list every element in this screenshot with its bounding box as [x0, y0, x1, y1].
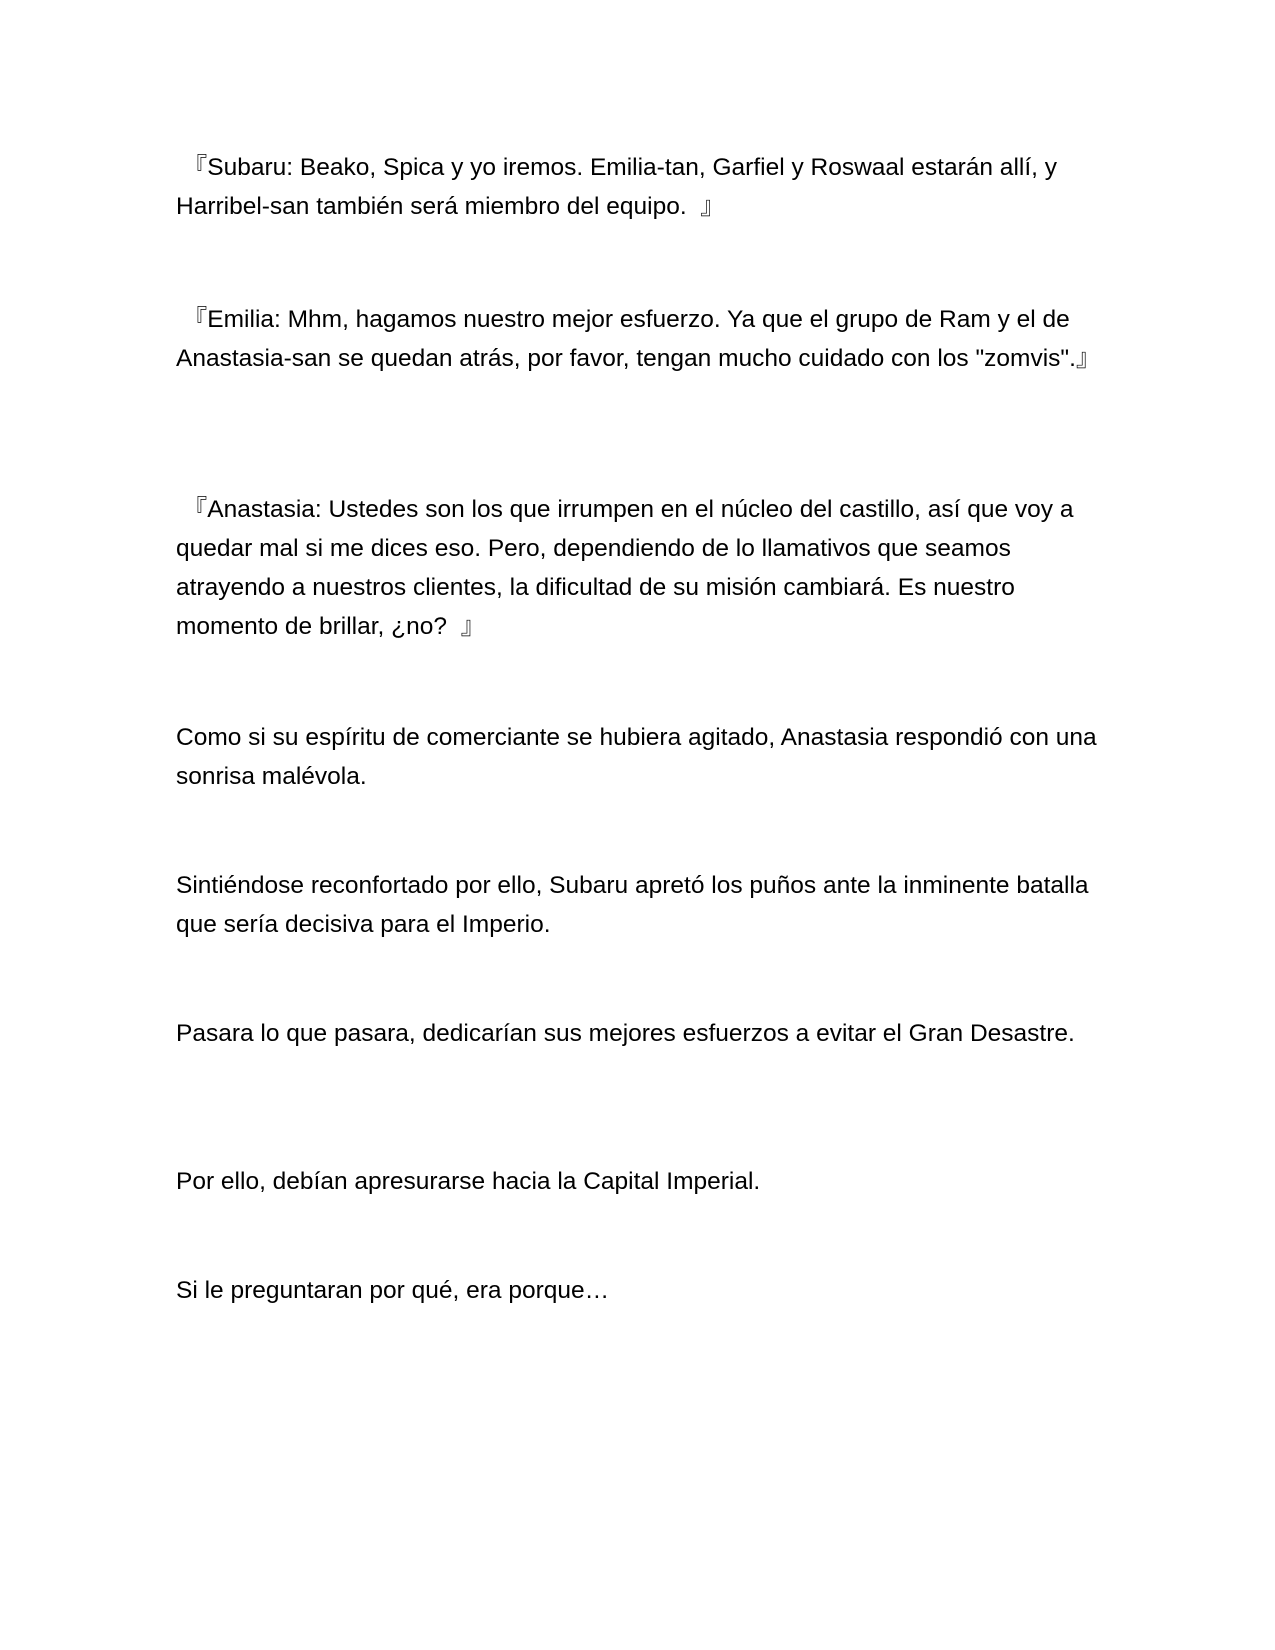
paragraph-narration-1: Como si su espíritu de comerciante se hubiera agitado, Anastasia respondió con una sonrisa malévola. [176, 724, 1097, 790]
paragraph-narration-3: Pasara lo que pasara, dedicarían sus mejores esfuerzos a evitar el Gran Desastre. [176, 1020, 1075, 1047]
paragraph-narration-5: Si le preguntaran por qué, era porque… [176, 1277, 610, 1304]
paragraph-emilia-dialogue: 『Emilia: Mhm, hagamos nuestro mejor esfuerzo. Ya que el grupo de Ram y el de Anastasia-san se quedan atrás, por favor, tengan mucho cuidado con los "zomvis".』 [176, 306, 1101, 372]
paragraph-subaru-dialogue: 『Subaru: Beako, Spica y yo iremos. Emilia-tan, Garfiel y Roswaal estarán allí, y Harribel-san también será miembro del equipo. 』 [176, 154, 1057, 220]
paragraph-anastasia-dialogue: 『Anastasia: Ustedes son los que irrumpen en el núcleo del castillo, así que voy a quedar mal si me dices eso. Pero, dependiendo de lo llamativos que seamos atrayendo a nuestros clientes, la dificultad de su misión cambiará. Es nuestro momento de brillar, ¿no? 』 [176, 496, 1074, 640]
paragraph-narration-2: Sintiéndose reconfortado por ello, Subaru apretó los puños ante la inminente batalla que sería decisiva para el Imperio. [176, 872, 1089, 938]
paragraph-narration-4: Por ello, debían apresurarse hacia la Capital Imperial. [176, 1168, 761, 1195]
